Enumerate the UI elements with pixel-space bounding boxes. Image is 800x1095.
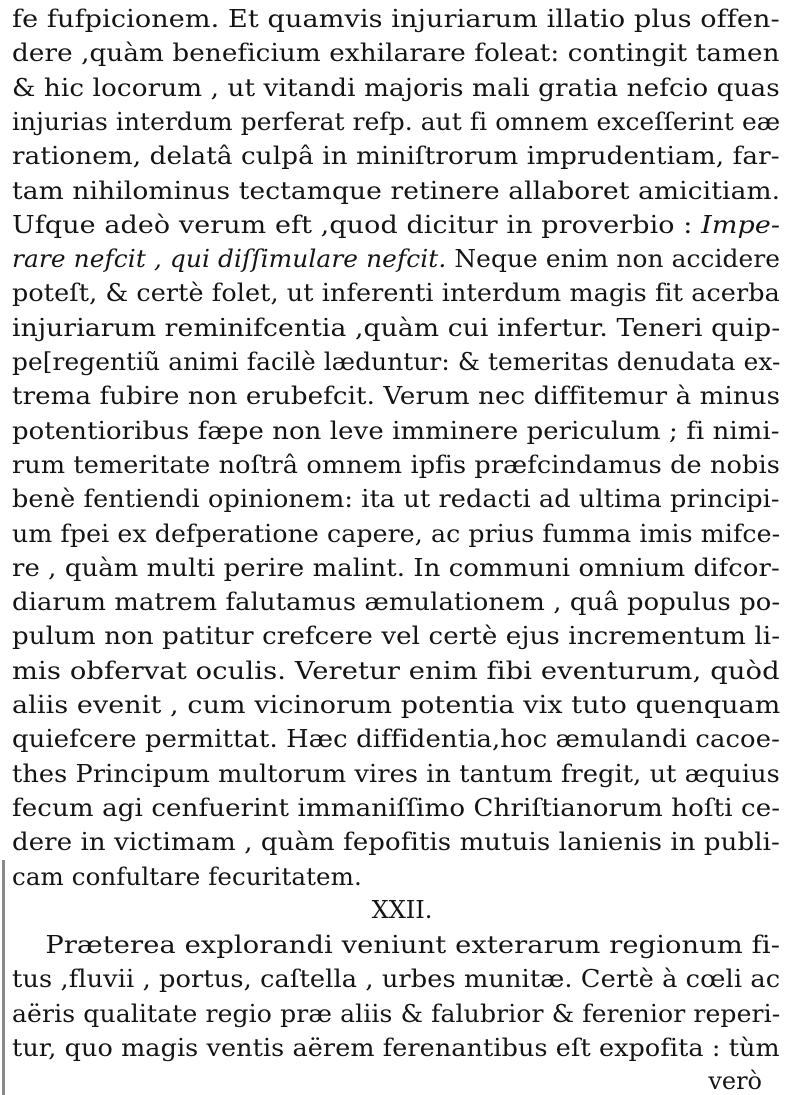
text-run: Neque enim non accidere xyxy=(446,244,781,274)
text-line xyxy=(12,997,780,1030)
text-run: fecum agi cenfuerint immaniſſimo Chriſtianorum hoſti ce- xyxy=(12,792,781,822)
text-run: & hic locorum , ut vitandi majoris mali gratia nefcio quas xyxy=(12,72,780,102)
text-line xyxy=(12,276,780,309)
text-run: Præterea explorandi veniunt exterarum regionum fi- xyxy=(45,930,781,960)
page-edge-shadow xyxy=(2,860,5,1095)
text-run: aëris qualitate regio præ aliis & falubrior & ferenior reperi- xyxy=(12,998,781,1028)
text-run: dere in victimam , quàm fepofitis mutuis lanienis in publi- xyxy=(12,827,780,857)
text-run: Impe- xyxy=(701,209,781,239)
text-run: Ufque adeò verum eft ,quod dicitur in proverbio : xyxy=(12,209,702,239)
text-run: injuriarum reminifcentia ,quàm cui infertur. Teneri quip- xyxy=(12,312,781,342)
text-line xyxy=(12,36,780,69)
text-line xyxy=(12,654,780,687)
text-line xyxy=(12,928,780,961)
text-run: tus ,fluvii , portus, caſtella , urbes munitæ. Certè à cœli ac xyxy=(12,964,781,994)
text-run: re , quàm multi perire malint. In communi omnium difcor- xyxy=(12,552,780,582)
text-line xyxy=(12,345,780,378)
text-run: potentioribus fæpe non leve imminere periculum ; fi nimi- xyxy=(12,415,780,445)
text-line xyxy=(12,619,780,652)
text-run: tur, quo magis ventis aërem ferenantibus eſt expofita : tùm xyxy=(12,1033,780,1062)
text-line xyxy=(12,208,780,241)
text-line xyxy=(12,174,780,207)
text-run: dere ,quàm beneficium exhilarare foleat: contingit tamen xyxy=(12,38,780,68)
text-line xyxy=(12,2,780,35)
text-run: diarum matrem falutamus æmulationem , quâ populus po- xyxy=(12,587,781,617)
text-line xyxy=(12,139,780,172)
text-run: rationem, delatâ culpâ in miniſtrorum imprudentiam, far- xyxy=(12,141,780,171)
text-run: pulum non patitur crefcere vel certè ejus incrementum li- xyxy=(12,621,781,651)
text-run: pe[regentiũ animi facilè læduntur: & temeritas denudata ex- xyxy=(12,347,781,376)
catchword: verò xyxy=(708,1067,762,1095)
text-line xyxy=(12,1031,780,1064)
text-line xyxy=(12,482,780,515)
text-line xyxy=(12,722,780,755)
text-run: injurias interdum perferat refp. aut fi omnem exceſſerint eæ xyxy=(12,106,781,136)
text-run: um fpei ex defperatione capere, ac prius fumma imis mifce- xyxy=(12,518,781,548)
section-heading: XXII. xyxy=(371,895,433,924)
text-run: rum temeritate noſtrâ omnem ipfis præfcindamus de nobis xyxy=(12,449,780,479)
text-run: aliis evenit , cum vicinorum potentia vix tuto quenquam xyxy=(12,690,781,719)
text-run: cam confultare fecuritatem. xyxy=(12,861,362,891)
text-line xyxy=(12,860,362,893)
text-line xyxy=(12,379,780,412)
text-line xyxy=(12,105,780,138)
text-line xyxy=(12,517,780,550)
text-line xyxy=(12,71,780,104)
text-line xyxy=(12,585,780,618)
text-run: thes Principum multorum vires in tantum fregit, ut æquius xyxy=(12,758,780,788)
text-run: benè fentiendi opinionem: ita ut redacti ad ultima principi- xyxy=(12,484,780,514)
text-line xyxy=(12,757,780,790)
text-line xyxy=(12,791,780,824)
text-line xyxy=(12,414,780,447)
text-run: mis obfervat oculis. Veretur enim fibi eventurum, quòd xyxy=(12,655,780,685)
text-line xyxy=(12,551,780,584)
text-line xyxy=(12,825,780,858)
text-run: tam nihilominus tectamque retinere allaboret amicitiam. xyxy=(12,175,781,205)
text-line xyxy=(12,242,780,275)
text-run: trema fubire non erubefcit. Verum nec diffitemur à minus xyxy=(12,381,781,411)
text-run: rare nefcit , qui diſſimulare nefcit. xyxy=(12,244,447,274)
text-line xyxy=(12,688,780,721)
text-run: quiefcere permittat. Hæc diffidentia,hoc æmulandi cacoe- xyxy=(12,724,780,754)
text-line xyxy=(12,448,780,481)
text-run: fe fufpicionem. Et quamvis injuriarum illatio plus offen- xyxy=(12,4,780,33)
text-line xyxy=(12,311,780,344)
text-line xyxy=(12,962,780,995)
text-run: poteſt, & certè folet, ut inferenti interdum magis fit acerba xyxy=(12,278,780,308)
